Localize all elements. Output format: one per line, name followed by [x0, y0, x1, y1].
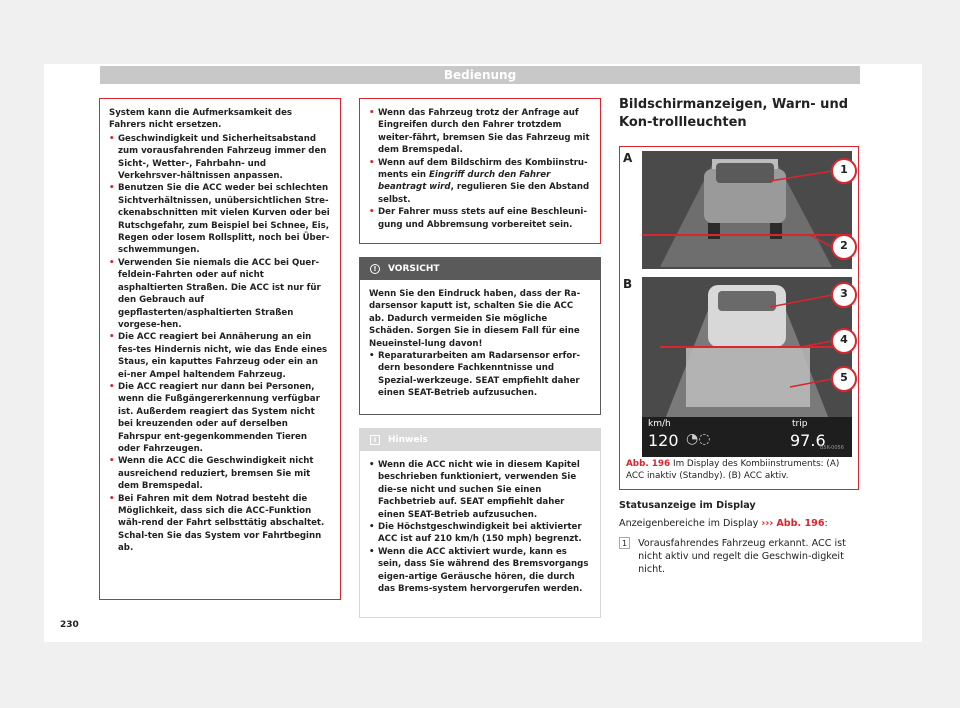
label-b: B: [623, 277, 633, 291]
caution-text: Wenn Sie den Eindruck haben, dass der Ra-darsensor kaputt ist, schalten Sie die ACC ab. Dadurch vermeiden Sie mögliche Schäden. Sorgen Sie in diesem Fall für eine Neueinstel-lung davon!: [369, 289, 581, 349]
list-item: • Die ACC reagiert nur dann bei Personen, wenn die Fußgängererkennung verfügbar ist. Außerdem reagiert das System nicht bei kreuzenden oder auf derselben Fahrspur ent-gegenkommenden Tieren oder Fahrzeugen.: [109, 381, 320, 454]
caution-box: [359, 257, 601, 415]
list-item: • Wenn die ACC aktiviert wurde, kann es sein, dass Sie während des Bremsvorgangs eigen-artige Geräusche hören, die durch das Brems-system hervorgerufen werden.: [369, 546, 589, 595]
callout-5: 5: [840, 371, 848, 384]
item-number: 1: [619, 537, 630, 549]
list-item: • Wenn die ACC die Geschwindigkeit nicht ausreichend reduziert, bremsen Sie mit dem Bremspedal.: [109, 456, 314, 492]
list-item: • Geschwindigkeit und Sicherheitsabstand zum vorausfahrenden Fahrzeug immer den Sicht-, Wetter-, Fahrbahn- und Verkehrsver-hältnissen anpassen.: [109, 133, 327, 182]
list-item: • Die Höchstgeschwindigkeit bei aktivierter ACC ist auf 210 km/h (150 mph) begrenzt.: [369, 522, 582, 545]
list-item: • Wenn das Fahrzeug trotz der Anfrage auf Eingreifen durch den Fahrer trotzdem weiter-fährt, bremsen Sie das Fahrzeug mit dem Bremspedal.: [369, 108, 590, 156]
warning-continuation-box: [99, 98, 341, 600]
item-1: 1 Vorausfahrendes Fahrzeug erkannt. ACC ist nicht aktiv und regelt die Geschwin-digkeit nicht.: [619, 537, 859, 576]
speed-unit: km/h: [648, 419, 671, 429]
figure-caption: Abb. 196 Im Display des Kombiinstruments: (A) ACC inaktiv (Standby). (B) ACC aktiv.: [626, 459, 840, 481]
list-item: • Reparaturarbeiten am Radarsensor erfor-dern besondere Fachkenntnisse und Spezial-werkzeuge. SEAT empfiehlt daher einen SEAT-Betrieb aufzusuchen.: [369, 351, 581, 399]
subheading: Statusanzeige im Display: [619, 500, 756, 511]
trip-value: 97.6: [790, 431, 826, 450]
caution-icon: !: [370, 264, 380, 274]
figure-196: [619, 146, 859, 490]
list-item: • Die ACC reagiert bei Annäherung an ein fes-tes Hindernis nicht, wie das Ende eines Staus, ein kaputtes Fahrzeug oder ein an ei-ner Ampel haltendem Fahrzeug.: [109, 332, 328, 380]
page-number: 230: [60, 620, 79, 630]
list-item: • Der Fahrer muss stets auf eine Beschleuni-gung und Abbremsung vorbereitet sein.: [369, 207, 587, 230]
label-a: A: [623, 151, 633, 165]
section-header: Bedienung: [100, 66, 860, 84]
callout-3: 3: [840, 287, 848, 300]
callout-1: 1: [840, 163, 848, 176]
figure-code: B5K-0056: [820, 445, 844, 451]
callout-2: 2: [840, 239, 848, 252]
areas-text: Anzeigenbereiche im Display ››› Abb. 196:: [619, 518, 828, 529]
speed-value: 120: [648, 431, 679, 450]
hint-box: [359, 428, 601, 618]
hint-header: i Hinweis: [360, 429, 600, 451]
section-heading: Bildschirmanzeigen, Warn- und Kon-trollleuchten: [619, 97, 848, 130]
list-item: • Wenn die ACC nicht wie in diesem Kapitel beschrieben funktioniert, verwenden Sie die-se nicht und suchen Sie einen Fachbetrieb auf. SEAT empfiehlt daher einen SEAT-Betrieb aufzusuchen.: [369, 460, 580, 520]
list-item: • Verwenden Sie niemals die ACC bei Quer-feldein-Fahrten oder auf nicht asphaltierten Straßen. Die ACC ist nur für den Gebrauch auf gepflasterten/asphaltierten Straßen vorgese-hen.: [109, 257, 321, 330]
intro-text: System kann die Aufmerksamkeit des Fahrers nicht ersetzen.: [109, 108, 293, 131]
callout-4: 4: [840, 333, 848, 346]
list-item: • Bei Fahren mit dem Notrad besteht die Möglichkeit, dass sich die ACC-Funktion wäh-rend der Fahrt selbsttätig abschaltet. Schal-ten Sie das System vor Fahrtbeginn ab.: [109, 493, 325, 554]
list-item: • Benutzen Sie die ACC weder bei schlechten Sichtverhältnissen, unübersichtlichen Stre-ckenabschnitten mit vielen Kurven oder bei Rutschgefahr, zum Beispiel bei Schnee, Eis, Regen oder losem Rollsplitt, noch bei Über-schwemmungen.: [109, 183, 330, 256]
info-icon: i: [370, 435, 380, 445]
acc-gauge-icon: ◔◌: [686, 431, 711, 447]
caution-header: ! VORSICHT: [360, 258, 600, 280]
figure-link[interactable]: Abb. 196: [776, 518, 825, 529]
list-item: • Wenn auf dem Bildschirm des Kombiinstru-ments ein Eingriff durch den Fahrer beantragt wird, regulieren Sie den Abstand selbst.: [369, 157, 590, 205]
trip-label: trip: [792, 419, 808, 429]
warning-box-2: [359, 98, 601, 244]
